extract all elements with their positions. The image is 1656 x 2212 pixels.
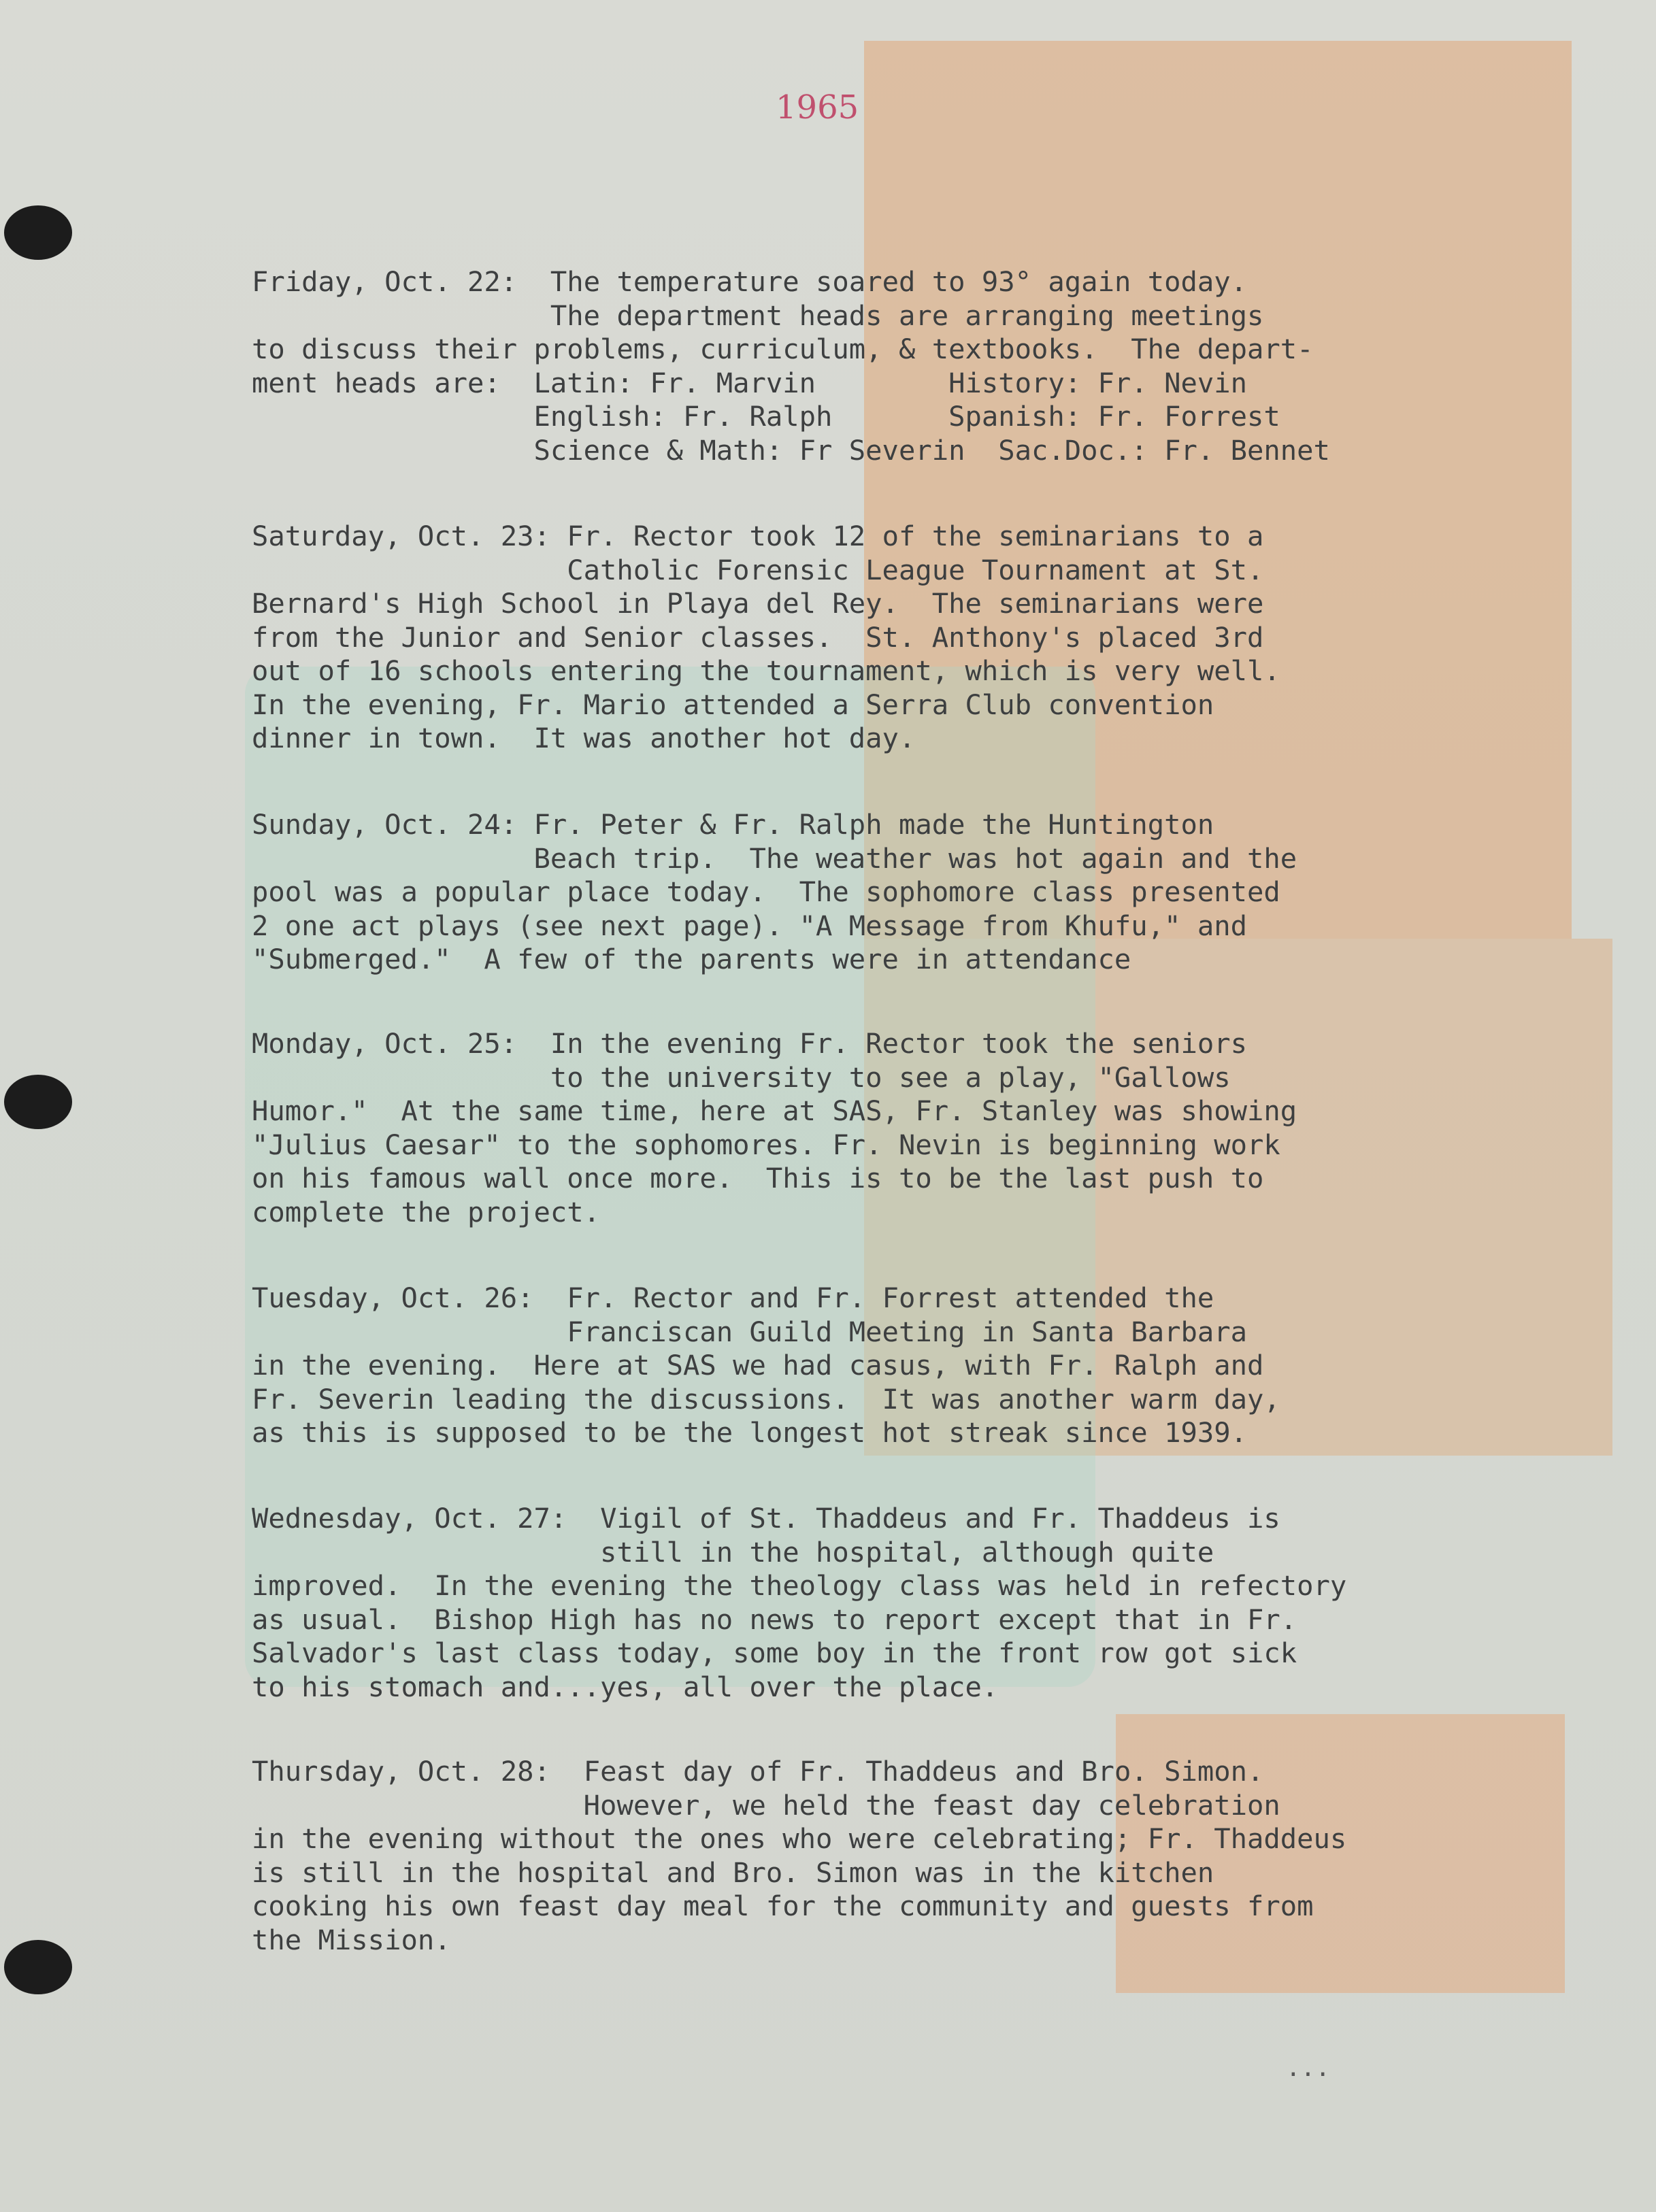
entry-line: Salvador's last class today, some boy in the front row got sick bbox=[252, 1637, 1297, 1669]
entry-line: as usual. Bishop High has no news to report except that in Fr. bbox=[252, 1603, 1297, 1636]
entry-line: However, we held the feast day celebration bbox=[583, 1788, 1280, 1822]
entry-date: Saturday, Oct. 23: bbox=[252, 520, 550, 552]
entry-line: as this is supposed to be the longest hot streak since 1939. bbox=[252, 1416, 1247, 1449]
entry-line: Catholic Forensic League Tournament at St. bbox=[567, 553, 1264, 586]
entry-line: Bernard's High School in Playa del Rey. The seminarians were bbox=[252, 587, 1264, 620]
entry-line: Beach trip. The weather was hot again and the bbox=[533, 841, 1297, 875]
entry-line: Feast day of Fr. Thaddeus and Bro. Simon. bbox=[583, 1755, 1264, 1788]
entry-line: Science & Math: Fr Severin Sac.Doc.: Fr. Bennet bbox=[533, 433, 1330, 467]
entry-line: The department heads are arranging meetings bbox=[550, 299, 1264, 332]
entry-line: ment heads are: Latin: Fr. Marvin History: Fr. Nevin bbox=[252, 366, 1247, 399]
entry-line: to the university to see a play, "Gallows bbox=[550, 1060, 1231, 1094]
entry-date: Wednesday, Oct. 27: bbox=[252, 1502, 567, 1535]
entry-line: Fr. Severin leading the discussions. It was another warm day, bbox=[252, 1382, 1280, 1415]
entry-line: 2 one act plays (see next page). "A Message from Khufu," and bbox=[252, 909, 1247, 942]
entry-sunday-oct-24 bbox=[252, 808, 1653, 977]
entry-line: to his stomach and...yes, all over the place. bbox=[252, 1670, 999, 1703]
entry-date: Sunday, Oct. 24: bbox=[252, 808, 518, 841]
entry-line: Franciscan Guild Meeting in Santa Barbara bbox=[567, 1315, 1247, 1348]
entry-date: Monday, Oct. 25: bbox=[252, 1027, 518, 1060]
entry-thursday-oct-28 bbox=[252, 1755, 1653, 1957]
entry-friday-oct-22 bbox=[252, 265, 1653, 467]
entry-line: "Julius Caesar" to the sophomores. Fr. Nevin is beginning work bbox=[252, 1128, 1280, 1161]
entry-line: In the evening, Fr. Mario attended a Serra Club convention bbox=[252, 688, 1214, 721]
binder-hole-middle bbox=[4, 1075, 72, 1129]
entry-tuesday-oct-26 bbox=[252, 1281, 1653, 1450]
entry-line: still in the hospital, although quite bbox=[600, 1535, 1214, 1569]
entry-line: Fr. Rector and Fr. Forrest attended the bbox=[567, 1281, 1214, 1314]
entry-line: Vigil of St. Thaddeus and Fr. Thaddeus is bbox=[600, 1502, 1280, 1535]
entry-line: complete the project. bbox=[252, 1195, 601, 1228]
entry-date: Tuesday, Oct. 26: bbox=[252, 1281, 534, 1314]
entry-line: Fr. Rector took 12 of the seminarians to a bbox=[567, 520, 1264, 552]
entry-wednesday-oct-27 bbox=[252, 1502, 1653, 1704]
entry-line: is still in the hospital and Bro. Simon was in the kitchen bbox=[252, 1856, 1214, 1889]
entry-line: on his famous wall once more. This is to be the last push to bbox=[252, 1162, 1264, 1194]
page-year: 1965 bbox=[776, 88, 859, 127]
entry-line: The temperature soared to 93° again today. bbox=[550, 265, 1248, 298]
continuation-dots: ... bbox=[1286, 2054, 1331, 2082]
entry-monday-oct-25 bbox=[252, 1027, 1653, 1229]
entry-line: English: Fr. Ralph Spanish: Fr. Forrest bbox=[533, 400, 1280, 433]
entry-date: Friday, Oct. 22: bbox=[252, 265, 518, 298]
binder-hole-top bbox=[4, 205, 72, 260]
entry-line: to discuss their problems, curriculum, & textbooks. The depart- bbox=[252, 333, 1314, 365]
entry-line: in the evening. Here at SAS we had casus, with Fr. Ralph and bbox=[252, 1349, 1264, 1381]
entry-line: dinner in town. It was another hot day. bbox=[252, 722, 916, 754]
entry-line: the Mission. bbox=[252, 1923, 451, 1956]
entry-line: Humor." At the same time, here at SAS, Fr. Stanley was showing bbox=[252, 1094, 1297, 1127]
entry-line: Fr. Peter & Fr. Ralph made the Huntington bbox=[533, 808, 1214, 841]
entry-line: "Submerged." A few of the parents were in attendance bbox=[252, 943, 1131, 975]
entry-line: In the evening Fr. Rector took the seniors bbox=[550, 1027, 1248, 1060]
entry-date: Thursday, Oct. 28: bbox=[252, 1755, 550, 1788]
entry-line: pool was a popular place today. The sophomore class presented bbox=[252, 875, 1280, 908]
entry-saturday-oct-23 bbox=[252, 520, 1653, 756]
entry-line: from the Junior and Senior classes. St. Anthony's placed 3rd bbox=[252, 620, 1264, 654]
entry-line: cooking his own feast day meal for the community and guests from bbox=[252, 1890, 1314, 1922]
entry-line: in the evening without the ones who were celebrating; Fr. Thaddeus bbox=[252, 1822, 1347, 1855]
binder-hole-bottom bbox=[4, 1940, 72, 1994]
entry-line: out of 16 schools entering the tournament, which is very well. bbox=[252, 654, 1280, 687]
entry-line: improved. In the evening the theology class was held in refectory bbox=[252, 1569, 1347, 1602]
